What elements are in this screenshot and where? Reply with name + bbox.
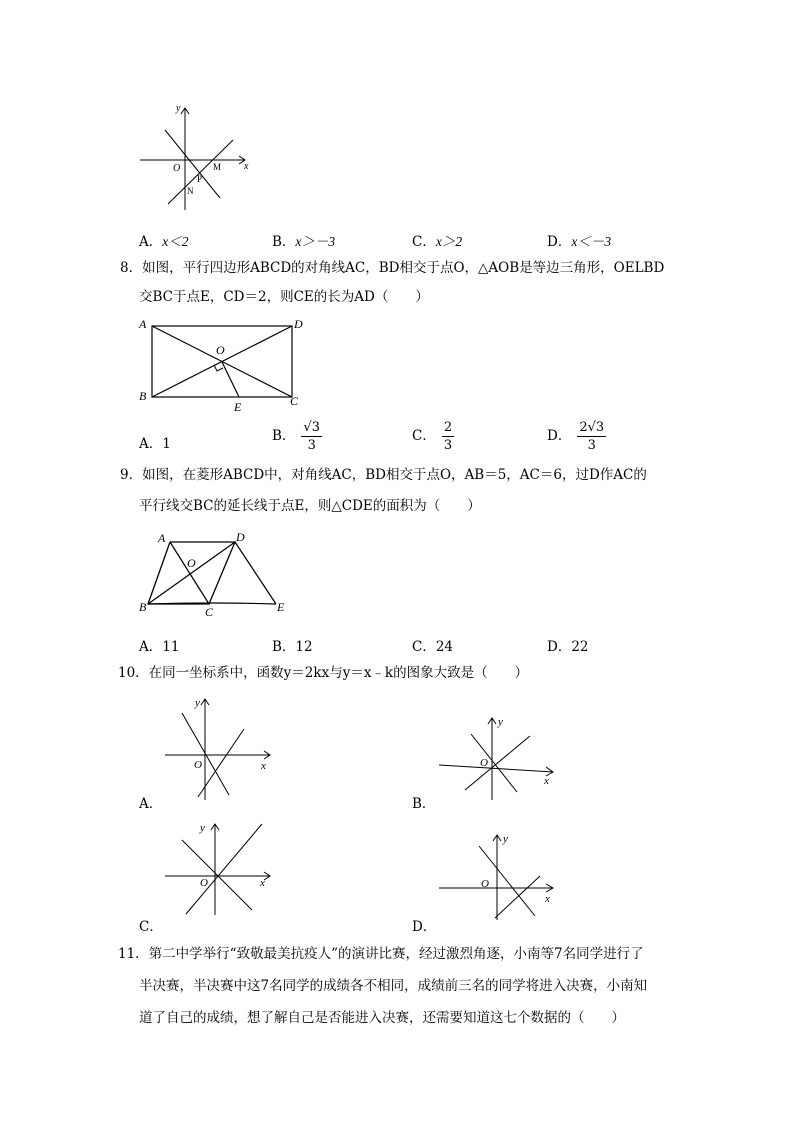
q11-stem-line1: 11．第二中学举行“致敬最美抗疫人”的演讲比赛，经过激烈角逐，小南等7名同学进行了	[118, 946, 644, 962]
q10c-o-label: O	[200, 877, 208, 889]
q8-option-d[interactable]	[547, 420, 606, 453]
q9-option-d[interactable]	[547, 635, 589, 655]
option-letter: C．	[412, 428, 436, 444]
q10c-y-label: y	[200, 822, 205, 834]
q9-stem-line1: 9．如图，在菱形ABCD中，对角线AC，BD相交于点O，AB＝5，AC＝6，过D作AC的	[120, 467, 647, 483]
option-fraction	[442, 420, 454, 453]
q8-option-c[interactable]	[412, 420, 454, 453]
option-letter: C．	[412, 639, 436, 655]
q9-label-e: E	[277, 600, 285, 614]
q7-n-label: N	[187, 186, 194, 196]
q8-label-d: D	[294, 317, 303, 331]
option-text: 24	[435, 639, 454, 655]
option-text: x＜－3	[571, 234, 612, 249]
q11-stem-line2: 半决赛，半决赛中这7名同学的成绩各不相同，成绩前三名的同学将进入决赛，小南知	[139, 978, 648, 994]
option-letter: D．	[547, 639, 572, 655]
q10a-x-label: x	[261, 760, 266, 772]
q8-option-a[interactable]	[139, 432, 171, 452]
fraction-numerator: √3	[303, 420, 320, 435]
q9-option-a[interactable]	[139, 635, 179, 655]
option-letter: D．	[547, 234, 572, 250]
q8-label-a: A	[139, 317, 147, 331]
q9-option-c[interactable]	[412, 635, 453, 655]
option-text: x＜2	[162, 234, 189, 249]
q9-label-c: C	[205, 605, 214, 619]
option-letter: C．	[412, 234, 436, 250]
q10a-y-label: y	[195, 697, 200, 709]
fraction-denominator: 3	[443, 438, 453, 453]
q10-graph-b	[435, 710, 560, 805]
fraction-numerator: 2√3	[579, 420, 605, 435]
q8-stem-line2: 交BC于点E，CD＝2，则CE的长为AD（ ）	[139, 289, 429, 305]
option-text: x＞2	[435, 234, 463, 249]
q8-label-c: C	[290, 394, 299, 408]
q10-graph-a	[160, 695, 275, 805]
q10b-o-label: O	[480, 757, 488, 769]
q10d-x-label: x	[545, 893, 550, 905]
q9-label-o: O	[187, 556, 196, 570]
q10d-y-label: y	[503, 833, 508, 845]
q7-figure	[135, 100, 260, 215]
q11-stem-line3: 道了自己的成绩，想了解自己是否能进入决赛，还需要知道这七个数据的（ ）	[139, 1010, 625, 1026]
q10c-x-label: x	[260, 877, 265, 889]
q10-option-c[interactable]: C．	[139, 919, 163, 935]
option-text: 1	[162, 436, 171, 452]
q8-figure	[135, 312, 315, 417]
q7-x-label: x	[244, 161, 249, 172]
q7-option-c[interactable]	[412, 230, 462, 250]
q10-option-b[interactable]: B．	[412, 796, 436, 812]
q7-m-label: M	[213, 162, 222, 172]
q10-option-a[interactable]: A．	[139, 796, 163, 812]
q7-p-label: P	[197, 174, 203, 184]
option-letter: B．	[272, 234, 296, 250]
q10a-o-label: O	[194, 759, 202, 771]
option-fraction	[577, 420, 606, 453]
option-letter: B．	[272, 428, 296, 444]
option-text: x＞－3	[295, 234, 336, 249]
option-text: 12	[295, 639, 313, 655]
option-letter: D．	[547, 428, 572, 444]
q10-graph-c	[160, 818, 275, 918]
q10b-y-label: y	[498, 716, 503, 728]
q7-option-d[interactable]	[547, 230, 611, 250]
option-letter: A．	[139, 234, 163, 250]
q9-figure	[135, 525, 295, 620]
q8-label-o: O	[216, 343, 225, 357]
fraction-denominator: 3	[307, 438, 316, 453]
q9-option-b[interactable]	[272, 635, 313, 655]
q8-label-e: E	[234, 400, 242, 414]
q10-option-d[interactable]: D．	[412, 919, 437, 935]
fraction-numerator: 2	[443, 420, 453, 435]
option-letter: A．	[139, 639, 163, 655]
q10-stem-line1: 10．在同一坐标系中，函数y＝2kx与y＝x﹣k的图象大致是（ ）	[118, 665, 529, 681]
option-fraction	[301, 420, 322, 453]
q10-graph-d	[435, 830, 560, 925]
q10b-x-label: x	[544, 775, 549, 787]
option-text: 11	[162, 639, 180, 655]
q9-stem-line2: 平行线交BC的延长线于点E，则△CDE的面积为（ ）	[139, 498, 481, 514]
fraction-denominator: 3	[587, 438, 596, 453]
q8-option-b[interactable]	[272, 420, 322, 453]
q10d-o-label: O	[481, 878, 489, 890]
q9-label-b: B	[139, 600, 147, 614]
q7-option-b[interactable]	[272, 230, 335, 250]
option-letter: B．	[272, 639, 296, 655]
q8-label-b: B	[139, 389, 147, 403]
option-text: 22	[571, 639, 589, 655]
option-letter: A．	[139, 436, 163, 452]
q9-label-a: A	[158, 531, 166, 545]
q7-option-a[interactable]	[139, 230, 189, 250]
q8-stem-line1: 8．如图，平行四边形ABCD的对角线AC，BD相交于点O，△AOB是等边三角形，OELBD	[120, 260, 665, 276]
q7-y-label: y	[176, 103, 181, 114]
q7-o-label: O	[173, 163, 181, 174]
q9-label-d: D	[236, 530, 245, 544]
